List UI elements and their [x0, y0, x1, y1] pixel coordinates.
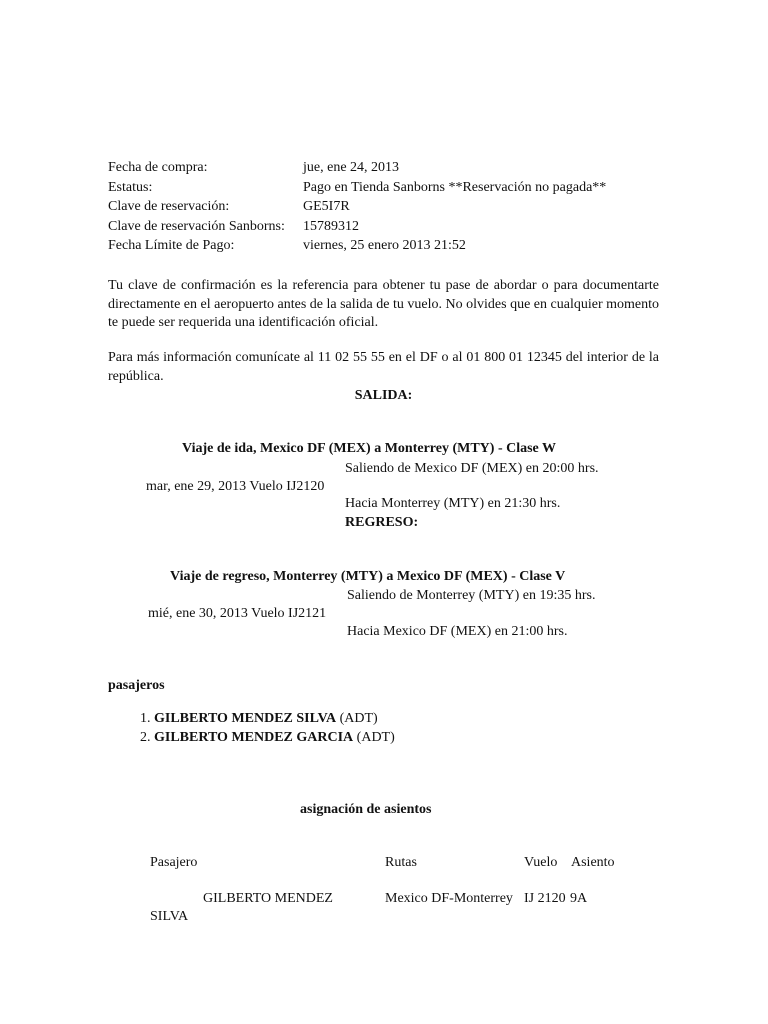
outbound-arrival: Hacia Monterrey (MTY) en 21:30 hrs. [345, 496, 561, 511]
outbound-title: Viaje de ida, Mexico DF (MEX) a Monterrey (MTY) - Clase W [182, 441, 557, 456]
return-departure: Saliendo de Monterrey (MTY) en 19:35 hrs. [347, 588, 596, 603]
return-arrival: Hacia Mexico DF (MEX) en 21:00 hrs. [347, 624, 568, 639]
purchase-date-label: Fecha de compra: [108, 160, 208, 175]
sanborns-code-value: 15789312 [303, 218, 359, 234]
list-item [154, 710, 395, 729]
reservation-code-value: GE5I7R [303, 199, 350, 214]
outbound-date-flight: mar, ene 29, 2013 Vuelo IJ2120 [146, 479, 325, 494]
passenger-type: (ADT) [356, 729, 395, 745]
passenger-name: GILBERTO MENDEZ GARCIA [154, 729, 354, 745]
seat-row-seat: 9A [570, 891, 588, 906]
purchase-date-value: jue, ene 24, 2013 [303, 160, 400, 175]
confirmation-note: Tu clave de confirmación es la referencia para obtener tu pase de abordar o para documentarte directamente en el aeropuerto antes de la salida de tu vuelo. No olvides que en cualquier momento te puede ser requerida una identificación oficial. [108, 278, 659, 330]
payment-deadline-value: viernes, 25 enero 2013 21:52 [303, 238, 466, 253]
status-label: Estatus: [108, 179, 153, 195]
seats-heading: asignación de asientos [300, 802, 432, 817]
passengers-heading: pasajeros [108, 678, 165, 693]
info-note: Para más información comunícate al 11 02 55 55 en el DF o al 01 800 01 12345 del interior de la república. [108, 350, 659, 384]
seat-row-passenger-line2: SILVA [150, 909, 189, 924]
return-title: Viaje de regreso, Monterrey (MTY) a Mexico DF (MEX) - Clase V [170, 569, 566, 584]
passenger-type: (ADT) [339, 711, 378, 726]
seats-col-flight: Vuelo [524, 855, 558, 870]
passenger-list [108, 710, 395, 747]
seat-row-passenger-line1: GILBERTO MENDEZ [203, 891, 333, 906]
status-value: Pago en Tienda Sanborns **Reservación no pagada** [303, 179, 607, 195]
seats-col-route: Rutas [385, 855, 417, 870]
list-item [154, 729, 395, 748]
seat-row-flight: IJ 2120 [524, 891, 566, 906]
reservation-code-label: Clave de reservación: [108, 199, 230, 214]
seats-col-passenger: Pasajero [150, 855, 198, 870]
outbound-departure: Saliendo de Mexico DF (MEX) en 20:00 hrs. [345, 461, 599, 476]
return-heading: REGRESO: [345, 515, 419, 530]
seat-row-route: Mexico DF-Monterrey [385, 891, 513, 906]
payment-deadline-label: Fecha Límite de Pago: [108, 238, 235, 253]
return-date-flight: mié, ene 30, 2013 Vuelo IJ2121 [148, 606, 327, 621]
sanborns-code-label: Clave de reservación Sanborns: [108, 218, 285, 234]
passenger-name: GILBERTO MENDEZ SILVA [154, 711, 337, 726]
seats-col-seat: Asiento [571, 855, 615, 870]
outbound-heading: SALIDA: [354, 388, 413, 403]
